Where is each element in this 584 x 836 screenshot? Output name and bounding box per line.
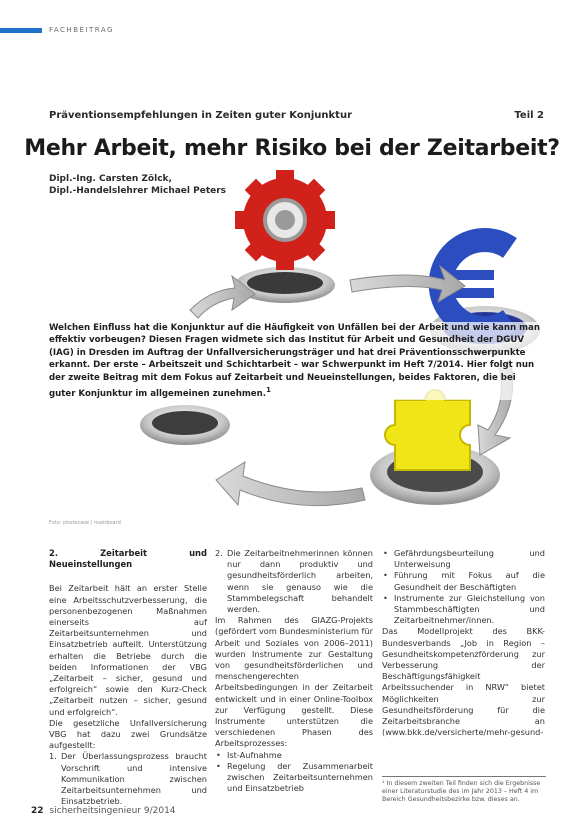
intro-footnote-ref: 1	[266, 385, 272, 395]
column-2-paragraph-1: Im Rahmen des GIAZG-Projekts (gefördert vom Bundesministerium für Arbeit und Soziales von 2006–2011) wurden Instrumente zur Gestaltung von gesundheitsförderlichen und menschengerechten Arbeitsbedingungen in der Zeitarbeit entwickelt und in einer Online-Toolbox zur Verfügung gestellt. Diese Instrumente unterstützen die verschiedenen Phasen des Arbeitsprozesses:	[215, 615, 373, 749]
left-pedestal	[140, 405, 230, 445]
journal-name: sicherheitsingenieur 9/2014	[49, 806, 176, 816]
principle-item-1: 1. Der Überlassungsprozess braucht Vorschrift und intensive Kommunikation zwischen Zeitarbeitsunternehmen und Einsatzbetrieb.	[49, 751, 207, 807]
principles-list	[49, 751, 207, 807]
column-3	[382, 548, 545, 738]
principles-list-cont	[215, 548, 373, 615]
author-1: Dipl.-Ing. Carsten Zölck,	[49, 174, 172, 184]
phase-item: • Führung mit Fokus auf die Gesundheit der Beschäftigten	[382, 570, 545, 592]
phases-list	[215, 750, 373, 795]
footnote: ¹ In diesem zweiten Teil finden sich die Ergebnisse einer Literaturstudie des im Jahr 2013 – Heft 4 im Bereich Gesundheitsbezirke bzw. dieses an.	[382, 776, 546, 804]
article-part: Teil 2	[514, 110, 544, 121]
article-kicker: Präventionsempfehlungen in Zeiten guter Konjunktur	[49, 110, 353, 121]
photo-credit: Foto: photocase / mainboard	[49, 520, 121, 526]
phase-item: • Gefährdungsbeurteilung und Unterweisung	[382, 548, 545, 570]
section-heading: 2. Zeitarbeit und Neueinstellungen	[49, 548, 207, 570]
phase-item: • Ist-Aufnahme	[215, 750, 373, 761]
column-1-paragraph-2: Die gesetzliche Unfallversicherung VBG hat dazu zwei Grundsätze aufgestellt:	[49, 717, 207, 751]
column-2	[215, 548, 373, 794]
article-title: Mehr Arbeit, mehr Risiko bei der Zeitarbeit?	[24, 136, 560, 161]
page-number: 22	[31, 806, 44, 816]
column-1	[49, 548, 207, 807]
author-2: Dipl.-Handelslehrer Michael Peters	[49, 186, 227, 196]
page-footer	[31, 806, 176, 816]
phase-item: • Regelung der Zusammenarbeit zwischen Zeitarbeitsunternehmen und Einsatzbetrieb	[215, 761, 373, 795]
phases-list-cont	[382, 548, 545, 626]
yellow-puzzle-icon	[385, 390, 470, 470]
section-color-bar	[0, 28, 42, 33]
principle-item-2: 2. Die Zeitarbeitnehmerinnen können nur dann produktiv und gesundheitsförderlich arbeiten, wenn sie genauso wie die Stammbelegschaft behandelt werden.	[215, 548, 373, 615]
column-1-paragraph-1: Bei Zeitarbeit hält an erster Stelle eine Arbeitsschutzverbesserung, die personenbezogenen Maßnahmen einerseits auf Zeitarbeitsunternehmen und Einsatzbetrieb aufteilt. Unterstützung erhalten die Betriebe durch die beiden Informationen der VBG „Zeitarbeit – sicher, gesund und erfolgreich“ sowie den Kurz-Check „Zeitarbeit nutzen – sicher, gesund und erfolgreich“.	[49, 583, 207, 717]
section-label: FACHBEITRAG	[49, 26, 114, 34]
principle-item-2-text: Die Zeitarbeitnehmerinnen können nur dann produktiv und gesundheitsförderlich arbeiten, wenn sie genauso wie die Stammbelegschaft behandelt werden.	[227, 548, 373, 615]
principle-item-1-text: Der Überlassungsprozess braucht Vorschrift und intensive Kommunikation zwischen Zeitarbeitsunternehmen und Einsatzbetrieb.	[61, 751, 207, 807]
red-gear-icon	[235, 170, 335, 270]
intro-text: Welchen Einfluss hat die Konjunktur auf die Häufigkeit von Unfällen bei der Arbeit und wie kann man effektiv vorbeugen? Diesen Fragen widmete sich das Institut für Arbeit und Gesundheit der DGUV (IAG) in Dresden im Auftrag der Unfallversicherungsträger und hat drei Präventionsschwerpunkte erkannt. Der erste – Arbeitszeit und Schichtarbeit – war Schwerpunkt im Heft 7/2014. Hier folgt nun der zweite Beitrag mit dem Fokus auf Zeitarbeit und Neueinstellungen, beides Faktoren, die bei guter Konjunktur im allgemeinen zunehmen.	[49, 323, 540, 399]
phase-item: • Instrumente zur Gleichstellung von Stammbeschäftigten und Zeitarbeitnehmer/innen.	[382, 593, 545, 627]
column-3-paragraph-1: Das Modellprojekt des BKK-Bundesverbands „Job in Region – Gesundheitskompetenzförderung zur Verbesserung der Beschäftigungsfähigkeit Arbeitssuchender in NRW“ bietet Möglichkeiten zur Gesundheitsförderung für die Zeitarbeitsbranche an (www.bkk.de/versicherte/mehr-gesund-	[382, 626, 545, 738]
intro-paragraph	[49, 322, 545, 400]
